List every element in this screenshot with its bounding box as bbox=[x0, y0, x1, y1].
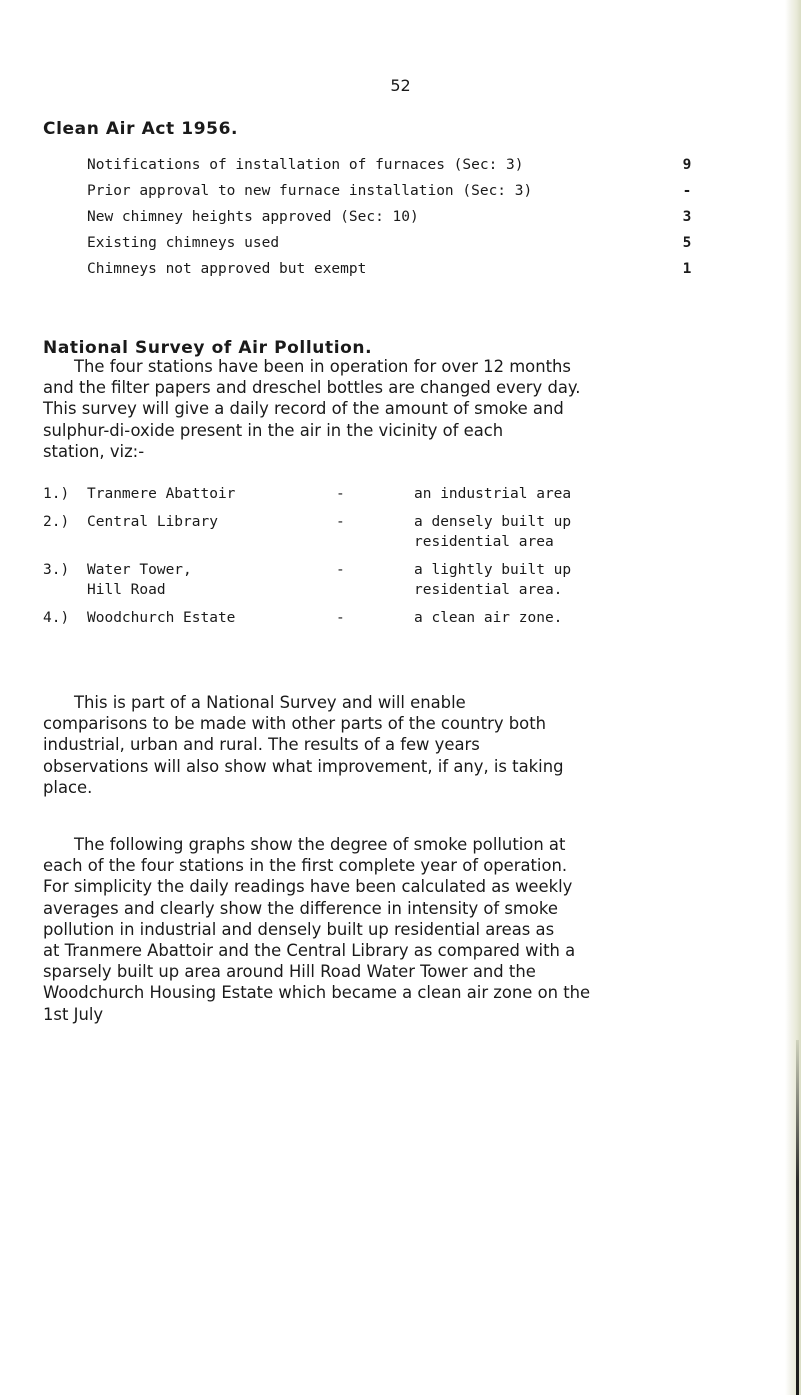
page-number: 52 bbox=[390, 76, 411, 95]
text-line: averages and clearly show the difference in intensity of smoke bbox=[43, 898, 558, 918]
station-dash: - bbox=[336, 486, 345, 502]
station-number: 3.) bbox=[43, 562, 70, 578]
national-survey-heading: National Survey of Air Pollution. bbox=[43, 338, 373, 358]
text-line: This is part of a National Survey and will enable bbox=[74, 693, 466, 712]
station-name: Woodchurch Estate bbox=[87, 610, 236, 626]
notification-count: 3 bbox=[682, 209, 692, 225]
notification-row bbox=[87, 154, 697, 180]
station-number: 1.) bbox=[43, 486, 70, 502]
station-description: a clean air zone. bbox=[414, 610, 563, 626]
text-line: comparisons to be made with other parts of the country both bbox=[43, 714, 547, 734]
text-line: sulphur-di-oxide present in the air in the vicinity of each bbox=[43, 420, 504, 440]
text-line: 1st July bbox=[43, 1004, 104, 1024]
station-dash: - bbox=[336, 610, 345, 626]
survey-purpose-paragraph bbox=[43, 692, 769, 798]
notification-label: Prior approval to new furnace installation (Sec: 3) bbox=[87, 183, 533, 199]
station-number: 4.) bbox=[43, 610, 70, 626]
notification-row bbox=[87, 232, 697, 258]
stations-list bbox=[43, 484, 723, 632]
text-line: each of the four stations in the first complete year of operation. bbox=[43, 856, 568, 876]
notification-label: Chimneys not approved but exempt bbox=[87, 261, 367, 277]
station-row bbox=[43, 484, 723, 512]
station-dash: - bbox=[336, 562, 345, 578]
notification-row bbox=[87, 180, 697, 206]
station-row bbox=[43, 608, 723, 632]
station-row bbox=[43, 512, 723, 560]
notification-label: Existing chimneys used bbox=[87, 235, 280, 251]
station-description: a densely built up residential area bbox=[414, 514, 572, 550]
text-line: This survey will give a daily record of the amount of smoke and bbox=[43, 399, 564, 419]
station-row bbox=[43, 560, 723, 608]
clean-air-act-heading: Clean Air Act 1956. bbox=[43, 119, 239, 139]
station-name: Tranmere Abattoir bbox=[87, 486, 236, 502]
text-line: station, viz:- bbox=[43, 441, 145, 461]
notification-count: 5 bbox=[682, 235, 692, 251]
notification-row bbox=[87, 258, 697, 284]
notification-count: 1 bbox=[682, 261, 692, 277]
station-name: Central Library bbox=[87, 514, 218, 530]
text-line: For simplicity the daily readings have been calculated as weekly bbox=[43, 877, 573, 897]
text-line: The four stations have been in operation for over 12 months bbox=[74, 357, 571, 376]
text-line: The following graphs show the degree of smoke pollution at bbox=[74, 835, 566, 854]
text-line: Woodchurch Housing Estate which became a clean air zone on the bbox=[43, 983, 591, 1003]
notification-label: Notifications of installation of furnaces (Sec: 3) bbox=[87, 157, 524, 173]
scan-edge-shadow bbox=[796, 1040, 799, 1395]
text-line: and the filter papers and dreschel bottles are changed every day. bbox=[43, 378, 581, 398]
station-name: Water Tower, Hill Road bbox=[87, 562, 192, 598]
text-line: sparsely built up area around Hill Road Water Tower and the bbox=[43, 962, 536, 982]
station-description: an industrial area bbox=[414, 486, 572, 502]
notification-row bbox=[87, 206, 697, 232]
graphs-explanation-paragraph bbox=[43, 834, 769, 1025]
text-line: industrial, urban and rural. The results of a few years bbox=[43, 735, 480, 755]
station-description: a lightly built up residential area. bbox=[414, 562, 572, 598]
survey-intro-paragraph bbox=[43, 356, 769, 462]
text-line: pollution in industrial and densely built up residential areas as bbox=[43, 919, 555, 939]
notification-label: New chimney heights approved (Sec: 10) bbox=[87, 209, 419, 225]
station-number: 2.) bbox=[43, 514, 70, 530]
text-line: at Tranmere Abattoir and the Central Library as compared with a bbox=[43, 941, 576, 961]
notification-count: - bbox=[682, 183, 692, 199]
notifications-list bbox=[87, 154, 697, 284]
text-line: place. bbox=[43, 777, 93, 797]
notification-count: 9 bbox=[682, 157, 692, 173]
text-line: observations will also show what improvement, if any, is taking bbox=[43, 756, 564, 776]
station-dash: - bbox=[336, 514, 345, 530]
